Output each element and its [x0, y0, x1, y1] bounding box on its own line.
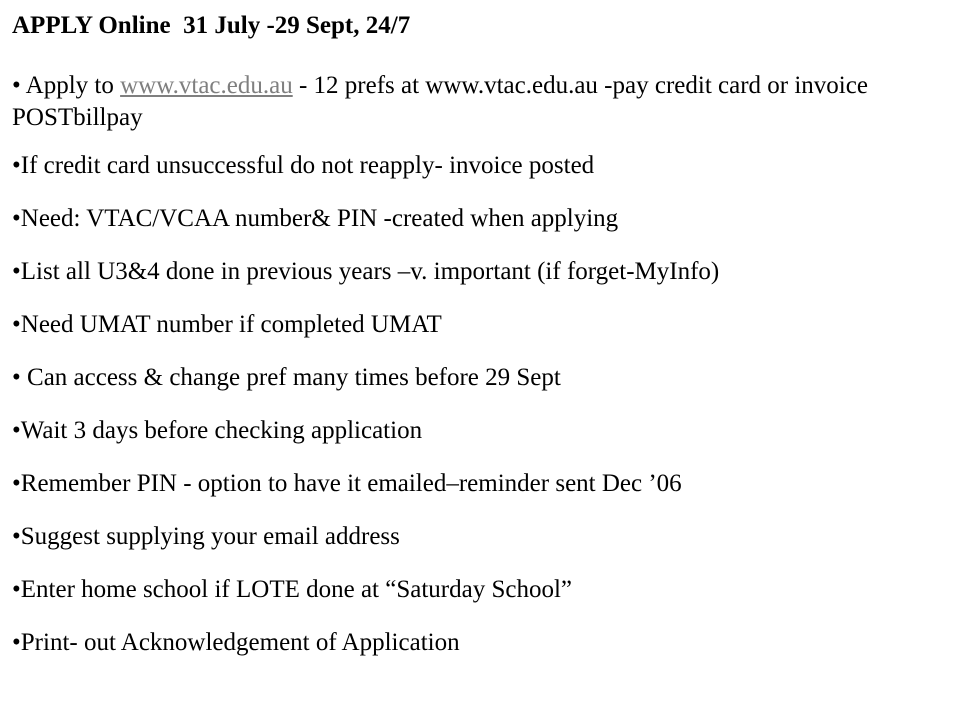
bullet-text: Remember PIN - option to have it emailed–reminder sent Dec ’06 [20, 470, 682, 497]
bullet-item [12, 574, 952, 606]
bullet-item [12, 150, 952, 182]
bullet-marker: • [12, 417, 21, 444]
bullet-text: Print- out Acknowledgement of Application [20, 629, 460, 656]
bullet-marker: • [12, 205, 21, 232]
bullet-item [12, 468, 952, 500]
bullet-text: Suggest supplying your email address [20, 523, 400, 550]
bullet-item [12, 256, 952, 288]
bullet-item-apply [12, 70, 952, 134]
bullet-text: Enter home school if LOTE done at “Saturday School” [20, 576, 572, 603]
bullet-list [12, 70, 952, 680]
bullet-item [12, 309, 952, 341]
vtac-link[interactable]: www.vtac.edu.au [120, 72, 293, 99]
bullet-text: If credit card unsuccessful do not reapply- invoice posted [20, 152, 595, 179]
bullet-marker: • [12, 364, 21, 391]
bullet-marker: • [12, 523, 21, 550]
slide-title: APPLY Online 31 July -29 Sept, 24/7 [12, 12, 411, 39]
bullet-text: Wait 3 days before checking application [20, 417, 423, 444]
bullet-text-prefix: Apply to [20, 72, 121, 99]
bullet-item [12, 362, 952, 394]
bullet-marker: • [12, 152, 21, 179]
bullet-item [12, 415, 952, 447]
bullet-text: Need UMAT number if completed UMAT [20, 311, 442, 338]
bullet-marker: • [12, 72, 21, 99]
bullet-marker: • [12, 258, 21, 285]
bullet-marker: • [12, 470, 21, 497]
bullet-item [12, 521, 952, 553]
bullet-text: List all U3&4 done in previous years –v. important (if forget-MyInfo) [20, 258, 720, 285]
bullet-marker: • [12, 629, 21, 656]
bullet-item [12, 627, 952, 659]
bullet-text: Can access & change pref many times before 29 Sept [20, 364, 561, 391]
bullet-marker: • [12, 576, 21, 603]
bullet-text-suffix: - 12 prefs at www.vtac.edu.au -pay credit card or invoice POSTbillpay [12, 72, 868, 131]
bullet-marker: • [12, 311, 21, 338]
bullet-text: Need: VTAC/VCAA number& PIN -created when applying [20, 205, 619, 232]
bullet-item [12, 203, 952, 235]
